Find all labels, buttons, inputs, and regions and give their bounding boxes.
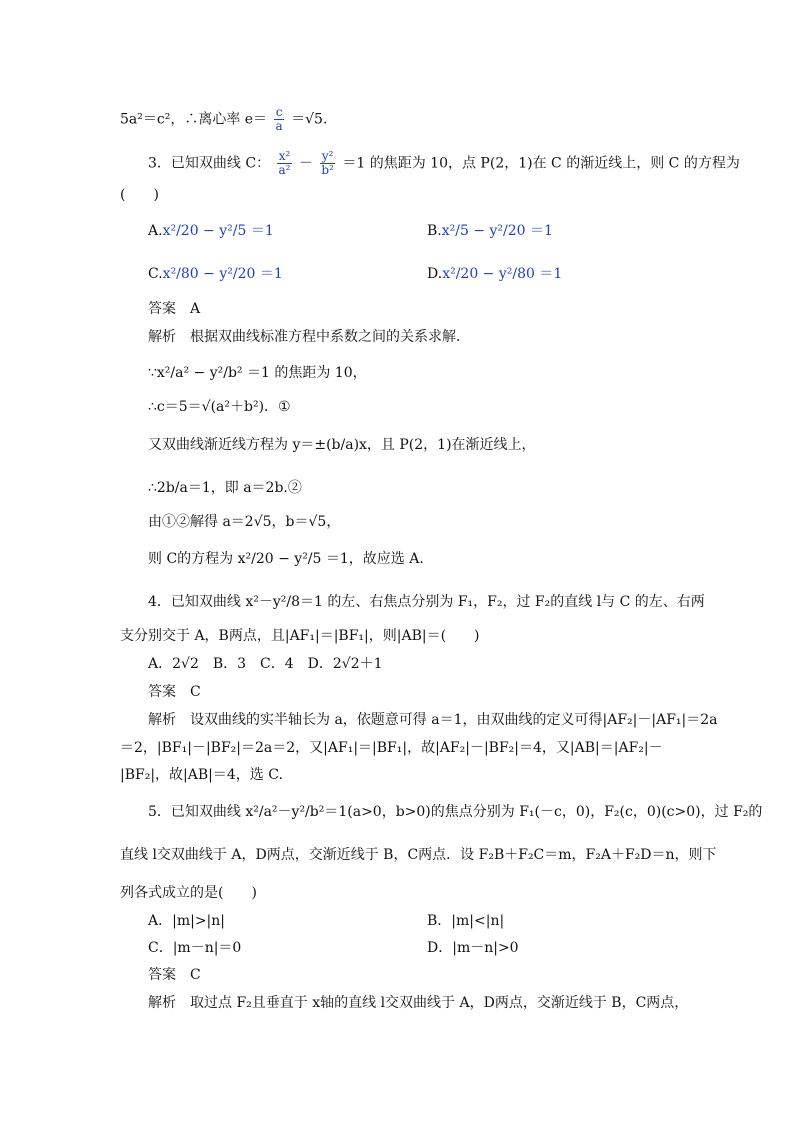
option-equation: x²/20 − y²/5 ＝1 [162,223,274,239]
text-segment: ＝1 的焦距为 10，点 P(2，1)在 C 的渐近线上，则 C 的方程为 [342,155,740,172]
fraction [319,150,336,177]
answer-line: 答案 C [148,684,201,700]
question-4-options: A．2√2 B．3 C．4 D．2√2＋1 [148,656,383,672]
answer-blank: ( ) [120,187,159,203]
question-5-stem: 列各式成立的是( ) [120,885,257,901]
text-segment: － [298,155,313,172]
answer-line: 答案 C [148,967,201,983]
text-segment: 3．已知双曲线 C： [148,155,271,172]
solution-line: 又双曲线渐近线方程为 y＝±(b/a)x，且 P(2，1)在渐近线上， [148,437,536,453]
denominator: a² [278,163,291,177]
solution-line: |BF₂|，故|AB|＝4，选 C. [120,767,283,783]
option-d: D．|m－n|>0 [427,940,519,956]
numerator: x² [278,149,291,163]
option-c: C．|m－n|＝0 [148,940,242,956]
question-4-stem: 支分别交于 A，B两点，且|AF₁|＝|BF₁|，则|AB|＝( ) [120,628,480,644]
option-b: B．|m|<|n| [427,913,505,929]
fraction [274,106,285,133]
question-3-stem [148,150,740,177]
option-label: C. [148,266,163,282]
option-label: A. [148,223,163,239]
solution-line: 则 C的方程为 x²/20 − y²/5 ＝1，故应选 A. [148,551,424,567]
solution-line: ∵x²/a² − y²/b² ＝1 的焦距为 10， [148,365,367,381]
option-equation: x²/20 − y²/80 ＝1 [442,266,563,282]
option-equation: x²/80 − y²/20 ＝1 [162,266,283,282]
denominator: a [275,119,283,133]
solution-line: 解析 取过点 F₂且垂直于 x轴的直线 l交双曲线于 A，D两点，交渐近线于 B，C两点， [148,995,689,1011]
text-segment: 5a²＝c²，∴离心率 e＝ [120,111,268,128]
numerator: y² [321,149,334,163]
question-5-stem: 直线 l交双曲线于 A，D两点，交渐近线于 B，C两点．设 F₂B＋F₂C＝m，F₂A＋F₂D＝n，则下 [120,847,717,863]
solution-line: 由①②解得 a＝2√5，b＝√5， [148,514,341,530]
fraction [277,150,293,177]
solution-line: ∴c＝5＝√(a²＋b²)．① [148,399,291,415]
denominator: b² [321,163,334,177]
option-equation: x²/5 − y²/20 ＝1 [441,223,553,239]
option-b [427,222,553,240]
option-a: A．|m|>|n| [148,913,225,929]
answer-line: 答案 A [148,301,201,317]
option-label: B. [427,223,442,239]
question-5-stem: 5．已知双曲线 x²/a²－y²/b²＝1(a>0，b>0)的焦点分别为 F₁(－c，0)，F₂(c，0)(c>0)，过 F₂的 [148,804,763,820]
solution-line: 解析 设双曲线的实半轴长为 a，依题意可得 a＝1，由双曲线的定义可得|AF₂|－|AF₁|＝2a [148,712,718,728]
solution-line: ＝2，|BF₁|－|BF₂|＝2a＝2，又|AF₁|＝|BF₁|，故|AF₂|－|BF₂|＝4，又|AB|＝|AF₂|－ [120,740,663,756]
numerator: c [275,105,283,119]
question-4-stem: 4．已知双曲线 x²－y²/8＝1 的左、右焦点分别为 F₁，F₂，过 F₂的直线 l与 C 的左、右两 [148,594,705,610]
option-d [427,265,562,283]
solution-line: 解析 根据双曲线标准方程中系数之间的关系求解． [148,329,470,345]
text-segment: ＝√5. [291,111,328,128]
solution-line: ∴2b/a＝1，即 a＝2b.② [148,480,302,496]
option-a [148,222,274,240]
option-label: D. [427,266,443,282]
option-c [148,265,283,283]
text-line [120,106,327,133]
